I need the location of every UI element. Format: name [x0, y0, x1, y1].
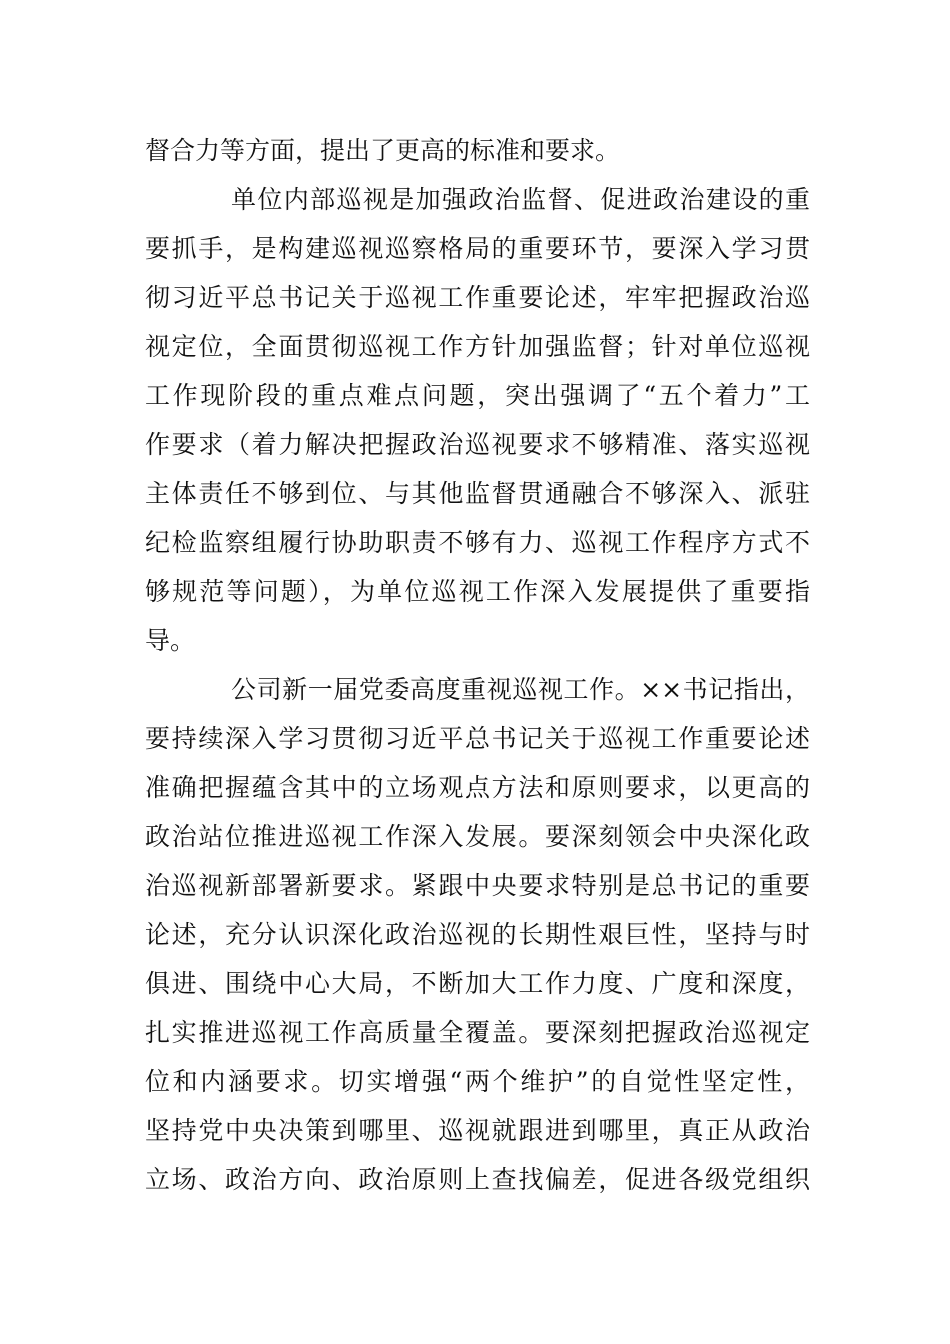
- text-line-10: 够规范等问题），为单位巡视工作深入发展提供了重要指: [145, 577, 810, 606]
- text-line-1: 督合力等方面，提出了更高的标准和要求。: [145, 136, 621, 165]
- text-line-2: 单位内部巡视是加强政治监督、促进政治建设的重: [231, 185, 810, 214]
- text-line-9: 纪检监察组履行协助职责不够有力、巡视工作程序方式不: [145, 528, 810, 557]
- text-line-17: 论述，充分认识深化政治巡视的长期性艰巨性，坚持与时: [145, 920, 810, 949]
- text-line-8: 主体责任不够到位、与其他监督贯通融合不够深入、派驻: [145, 479, 810, 508]
- text-line-22: 立场、政治方向、政治原则上查找偏差，促进各级党组织: [145, 1165, 810, 1194]
- text-line-5: 视定位，全面贯彻巡视工作方针加强监督；针对单位巡视: [145, 332, 810, 361]
- text-line-15: 政治站位推进巡视工作深入发展。要深刻领会中央深化政: [145, 822, 810, 851]
- text-line-21: 坚持党中央决策到哪里、巡视就跟进到哪里，真正从政治: [145, 1116, 810, 1145]
- text-line-6: 工作现阶段的重点难点问题，突出强调了“五个着力”工: [145, 381, 810, 410]
- text-line-7: 作要求（着力解决把握政治巡视要求不够精准、落实巡视: [145, 430, 810, 459]
- text-line-18: 俱进、围绕中心大局，不断加大工作力度、广度和深度，: [145, 969, 810, 998]
- text-line-16: 治巡视新部署新要求。紧跟中央要求特别是总书记的重要: [145, 871, 810, 900]
- text-line-14: 准确把握蕴含其中的立场观点方法和原则要求，以更高的: [145, 773, 810, 802]
- text-line-11: 导。: [145, 626, 196, 655]
- body-text: [145, 126, 810, 1204]
- text-line-12: 公司新一届党委高度重视巡视工作。××书记指出，: [231, 675, 810, 704]
- text-line-20: 位和内涵要求。切实增强“两个维护”的自觉性坚定性，: [145, 1067, 810, 1096]
- text-line-3: 要抓手，是构建巡视巡察格局的重要环节，要深入学习贯: [145, 234, 810, 263]
- text-line-4: 彻习近平总书记关于巡视工作重要论述，牢牢把握政治巡: [145, 283, 810, 312]
- text-line-13: 要持续深入学习贯彻习近平总书记关于巡视工作重要论述: [145, 724, 810, 753]
- text-line-19: 扎实推进巡视工作高质量全覆盖。要深刻把握政治巡视定: [145, 1018, 810, 1047]
